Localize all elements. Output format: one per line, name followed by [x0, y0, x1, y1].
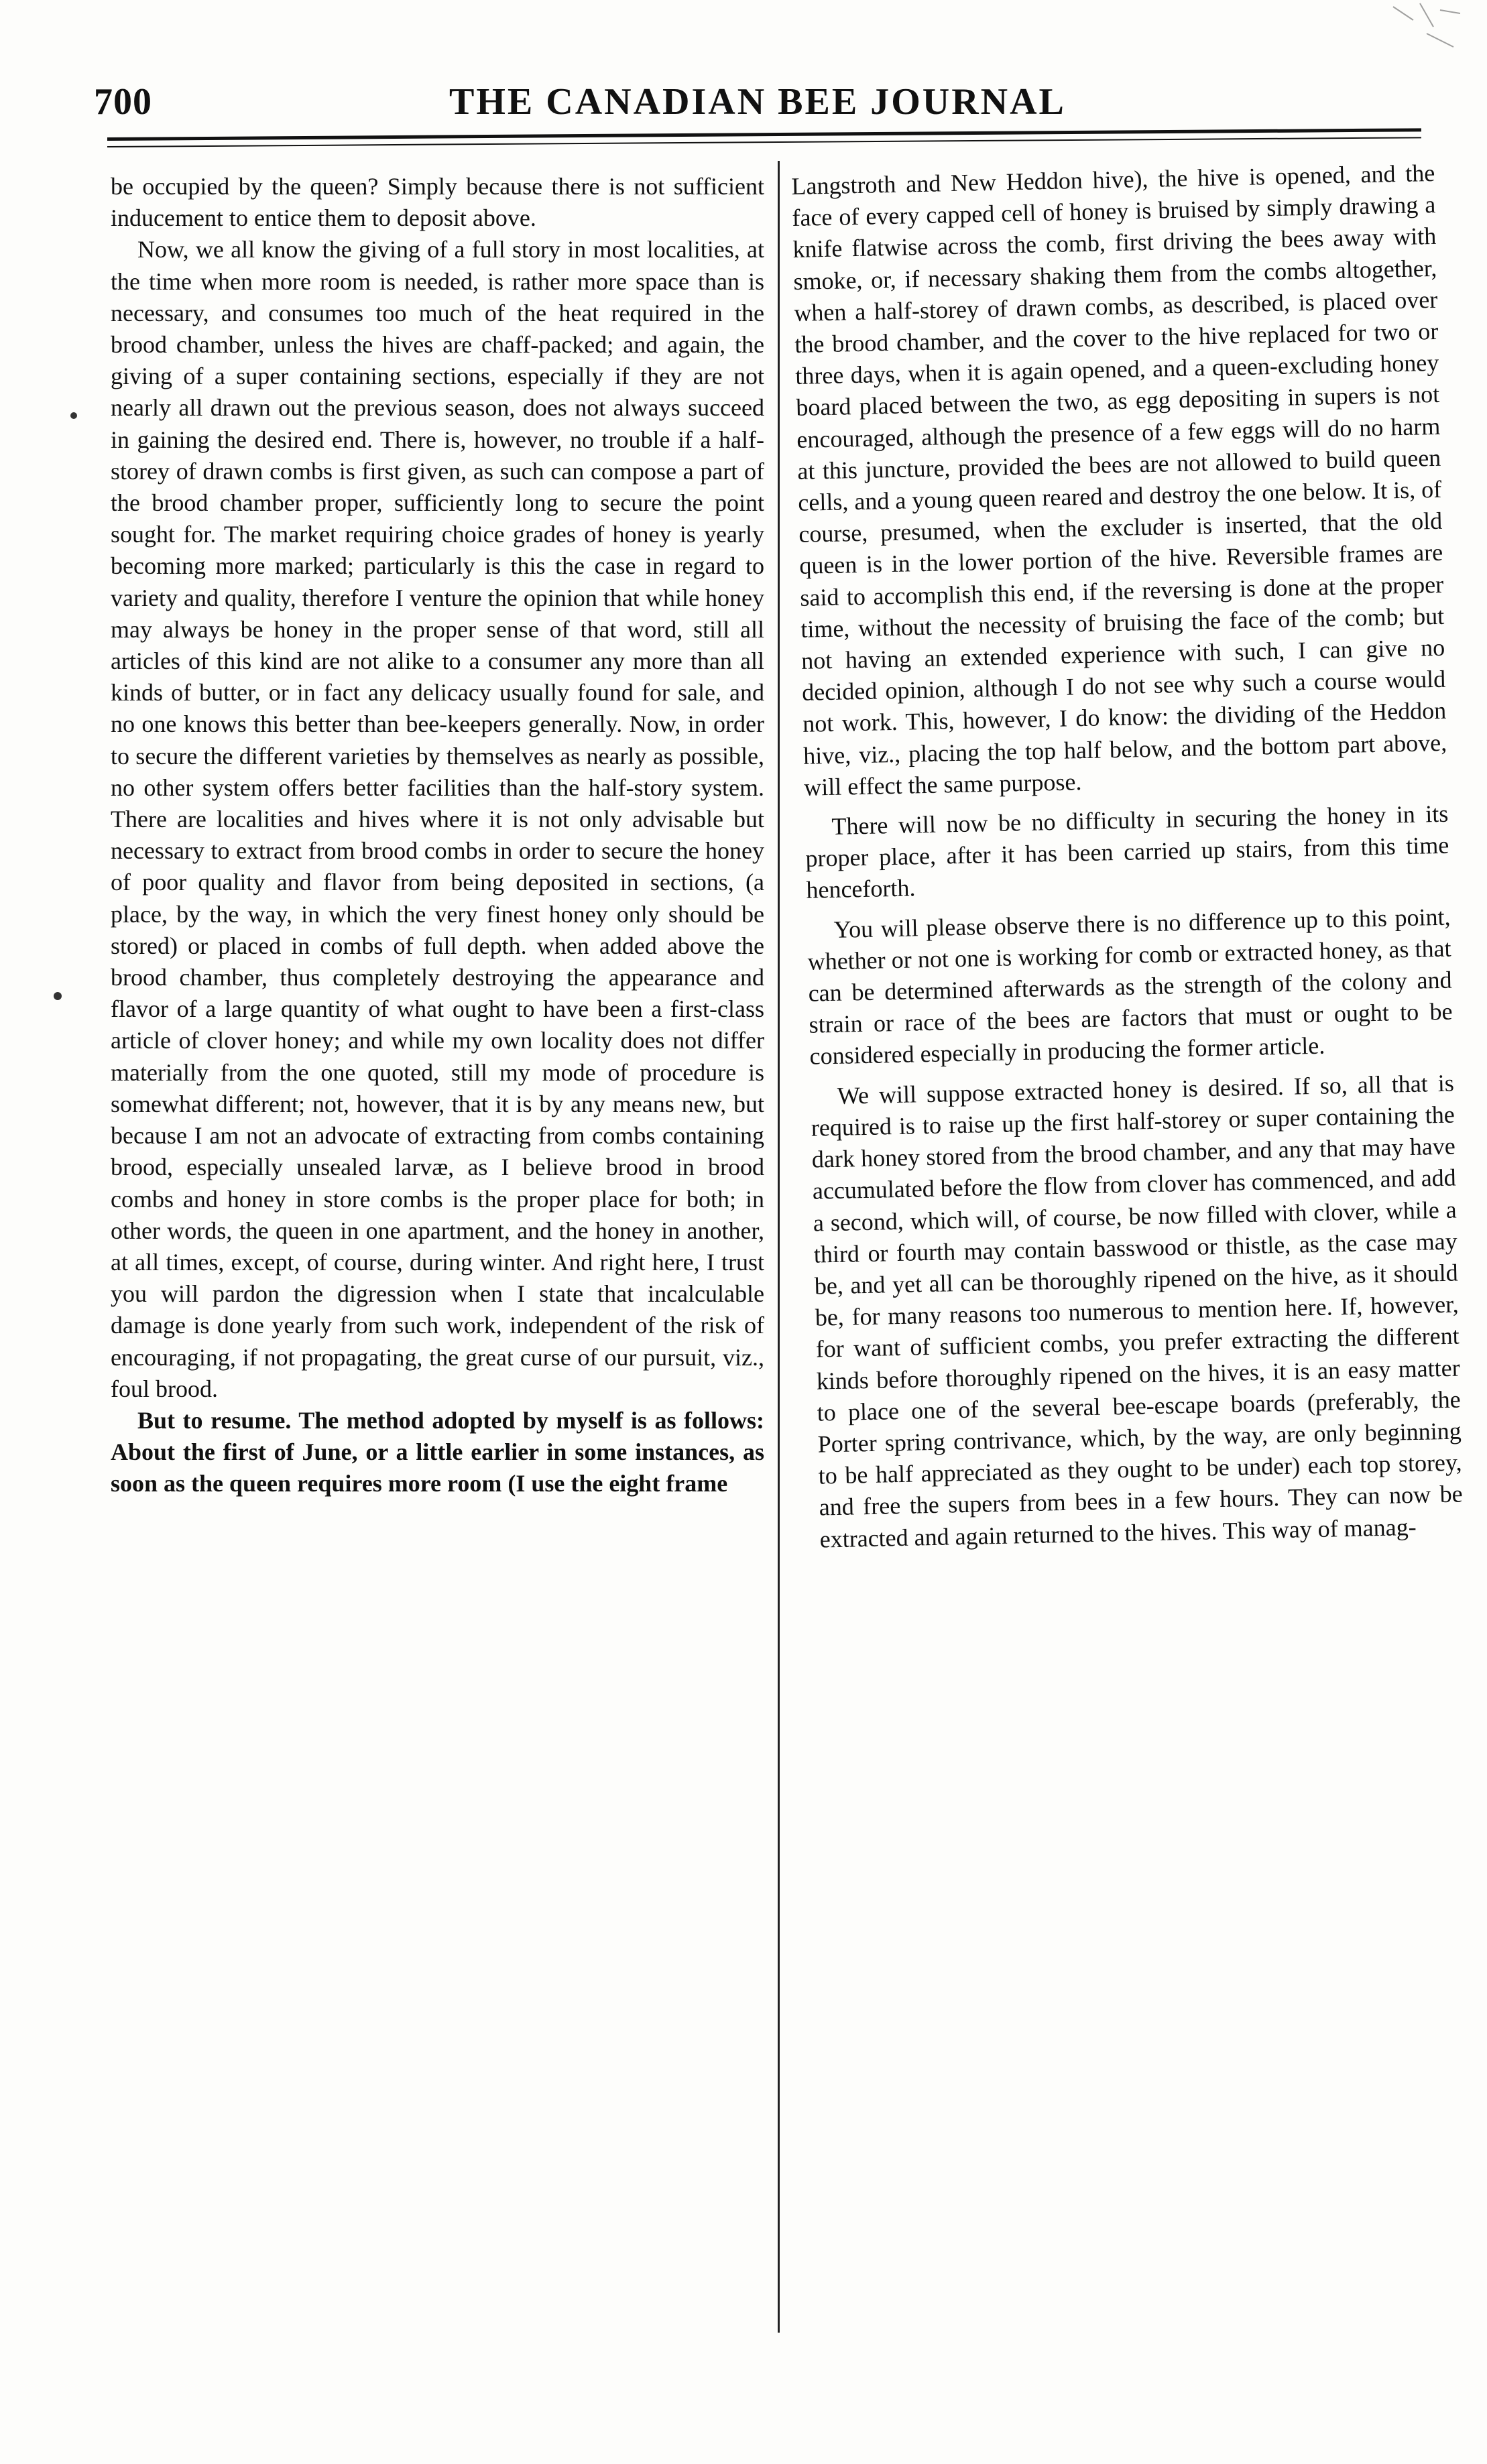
journal-title: THE CANADIAN BEE JOURNAL: [449, 81, 1066, 123]
right-paragraph-1: Langstroth and New Heddon hive), the hive is opened, and the face of every capped cell of honey is bruised by simply drawing a knife flatwise across the comb, first driving the bees away with smoke, or, if necessary shaking them from the combs altogether, when a half-storey of drawn combs, as described, is placed over the brood chamber, and the cover to the hive replaced for two or three days, when it is again opened, and a queen-excluding honey board placed between the two, as egg depositing in supers is not encouraged, although the presence of a few eggs will do no harm at this juncture, provided the bees are not allowed to build queen cells, and a young queen reared and destroy the one below. It is, of course, presumed, when the excluder is inserted, that the old queen is in the lower portion of the hive. Reversible frames are said to accomplish this end, if the reversing is done at the proper time, without the necessity of bruising the face of the comb; but not having an extended experience with such, I can give no decided opinion, although I do not see why such a course would not work. This, however, I do know: the dividing of the Heddon hive, viz., placing the top half below, and the bottom part above, will effect the same purpose.: [791, 159, 1447, 801]
column-divider: [778, 161, 780, 2333]
ink-speck: [70, 412, 77, 419]
left-paragraph-2: Now, we all know the giving of a full story in most localities, at the time when more room is needed, is rather more space than is necessary, and consumes too much of the heat required in the brood chamber, unless the hives are chaff-packed; and again, the giving of a super containing sections, especially if they are not nearly all drawn out the previous season, does not always succeed in gaining the desired end. There is, however, no trouble if a half-storey of drawn combs is first given, as such can compose a part of the brood chamber proper, sufficiently long to secure the point sought for. The market requiring choice grades of honey is yearly becoming more marked; particularly is this the case in regard to variety and quality, therefore I venture the opinion that while honey may always be honey in the proper sense of that word, still all articles of this kind are not alike to a consumer any more than all kinds of butter, or in fact any delicacy usually found for sale, and no one knows this better than bee-keepers generally. Now, in order to secure the different varieties by themselves as nearly as possible, no other system offers better facilities than the half-story system. There are localities and hives where it is not only advisable but necessary to extract from brood combs in order to secure the honey of poor quality and flavor from being deposited in sections, (a place, by the way, in which the very finest honey only should be stored) or placed in combs of full depth. when added above the brood chamber, thus completely destroying the appearance and flavor of a large quantity of what ought to have been a first-class article of clover honey; and while my own locality does not differ materially from the one quoted, still my mode of procedure is somewhat different; not, however, that it is by any means new, but because I am not an advocate of extracting from combs containing brood, especially unsealed larvæ, as I believe brood in brood combs and honey in store combs is the proper place for both; in other words, the queen in one apartment, and the honey in another, at all times, except, of course, during winter. And right here, I trust you will pardon the digression when I state that incalculable damage is done yearly from such work, independent of the risk of encouraging, if not propagating, the great curse of our pursuit, viz., foul brood.: [111, 236, 764, 1402]
left-paragraph-3: But to resume. The method adopted by myself is as follows: About the first of June, or a little earlier in some instances, as soon as the queen requires more room (I use the eight frame: [111, 1406, 764, 1497]
corner-scribble: [1386, 0, 1467, 54]
right-paragraph-4: We will suppose extracted honey is desired. If so, all that is required is to raise up the first half-storey or super containing the dark honey stored from the brood chamber, and any that may have accumulated before the flow from clover has commenced, and add a second, which will, of course, be now filled with clover, while a third or fourth may contain basswood or thistle, as the case may be, and yet all can be thoroughly ripened on the hive, as it should be, for many reasons too numerous to mention here. If, however, for want of sufficient combs, you prefer extracting the different kinds before thoroughly ripened on the hives, it is an easy matter to place one of the several bee-escape boards (preferably, the Porter spring contrivance, which, by the way, are only beginning to be half appreciated as they ought to be under) each top storey, and free the supers from bees in a few hours. They can now be extracted and again returned to the hives. This way of manag-: [811, 1069, 1463, 1553]
page-number: 700: [94, 81, 152, 123]
ink-speck: [54, 992, 62, 1000]
right-paragraph-2: There will now be no difficulty in securing the honey in its proper place, after it has been carried up stairs, from this time henceforth.: [805, 800, 1449, 904]
left-paragraph-1: be occupied by the queen? Simply because there is not sufficient inducement to entice them to deposit above.: [111, 173, 764, 232]
right-paragraph-3: You will please observe there is no difference up to this point, whether or not one is working for comb or extracted honey, as that can be determined afterwards as the strength of the colony and strain or race of the bees are factors that must or ought to be considered especially in producing the former article.: [807, 903, 1453, 1070]
right-column: [791, 158, 1464, 1555]
left-column: [111, 171, 764, 1500]
